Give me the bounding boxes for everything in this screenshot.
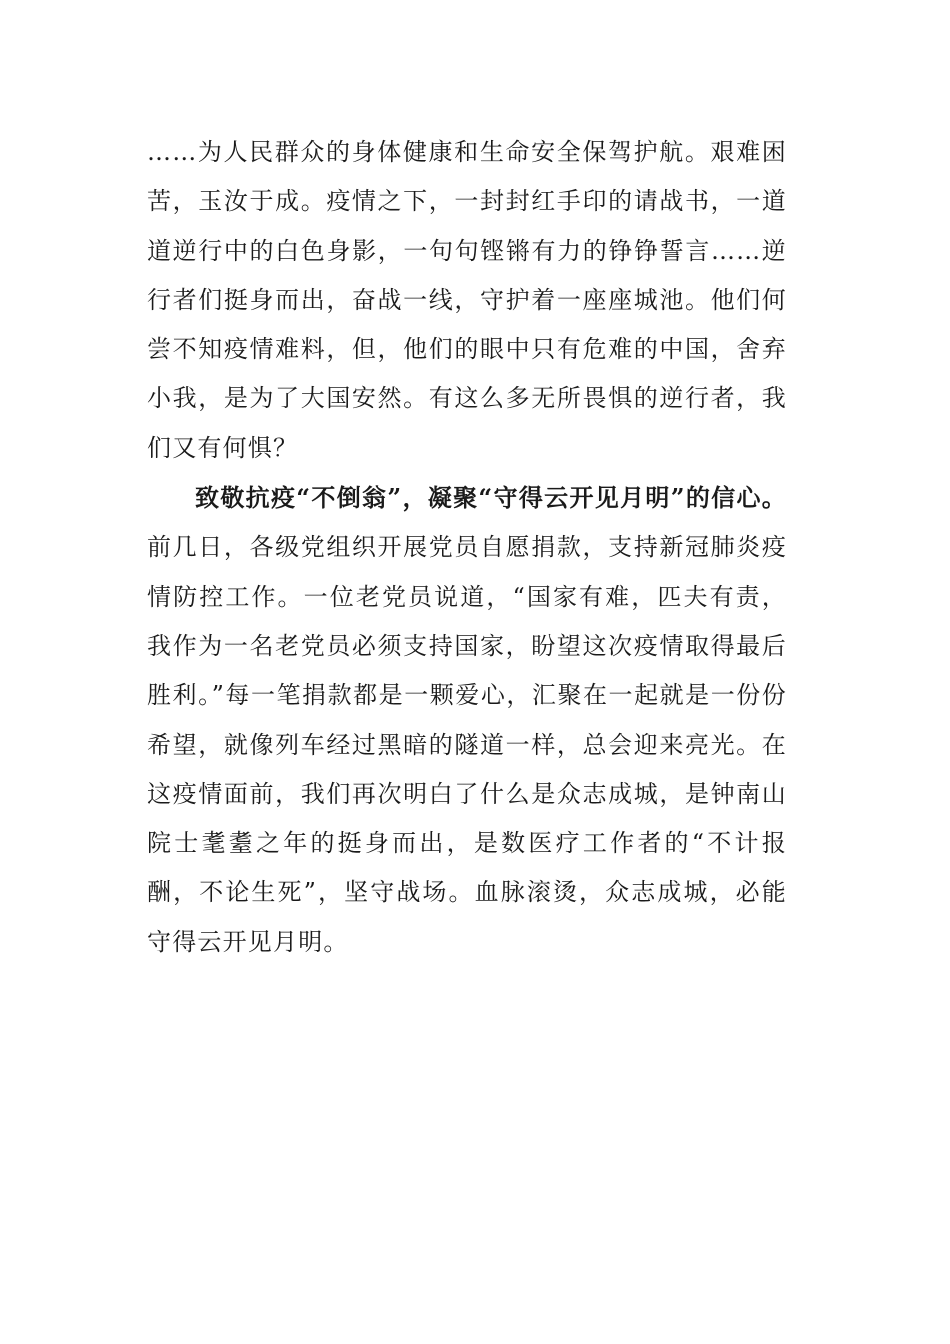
paragraph-continuation bbox=[147, 128, 787, 473]
document-body bbox=[147, 128, 787, 967]
paragraph-lead-heading: 致敬抗疫“不倒翁”，凝聚“守得云开见月明”的信心。 bbox=[195, 483, 787, 513]
paragraph-salute-tumbler bbox=[147, 473, 787, 967]
paragraph-text: 前几日，各级党组织开展党员自愿捐款，支持新冠肺炎疫情防控工作。一位老党员说道，“国家有难，匹夫有责，我作为一名老党员必须支持国家，盼望这次疫情取得最后胜利。”每一笔捐款都是一颗爱心，汇聚在一起就是一份份希望，就像列车经过黑暗的隧道一样，总会迎来亮光。在这疫情面前，我们再次明白了什么是众志成城，是钟南山院士耄耋之年的挺身而出，是数医疗工作者的“不计报酬，不论生死”，坚守战场。血脉滚烫，众志成城，必能守得云开见月明。 bbox=[147, 533, 787, 956]
paragraph-text: ……为人民群众的身体健康和生命安全保驾护航。艰难困苦，玉汝于成。疫情之下，一封封红手印的请战书，一道道逆行中的白色身影，一句句铿锵有力的铮铮誓言……逆行者们挺身而出，奋战一线，守护着一座座城池。他们何尝不知疫情难料，但，他们的眼中只有危难的中国，舍弃小我，是为了大国安然。有这么多无所畏惧的逆行者，我们又有何惧？ bbox=[147, 138, 787, 462]
